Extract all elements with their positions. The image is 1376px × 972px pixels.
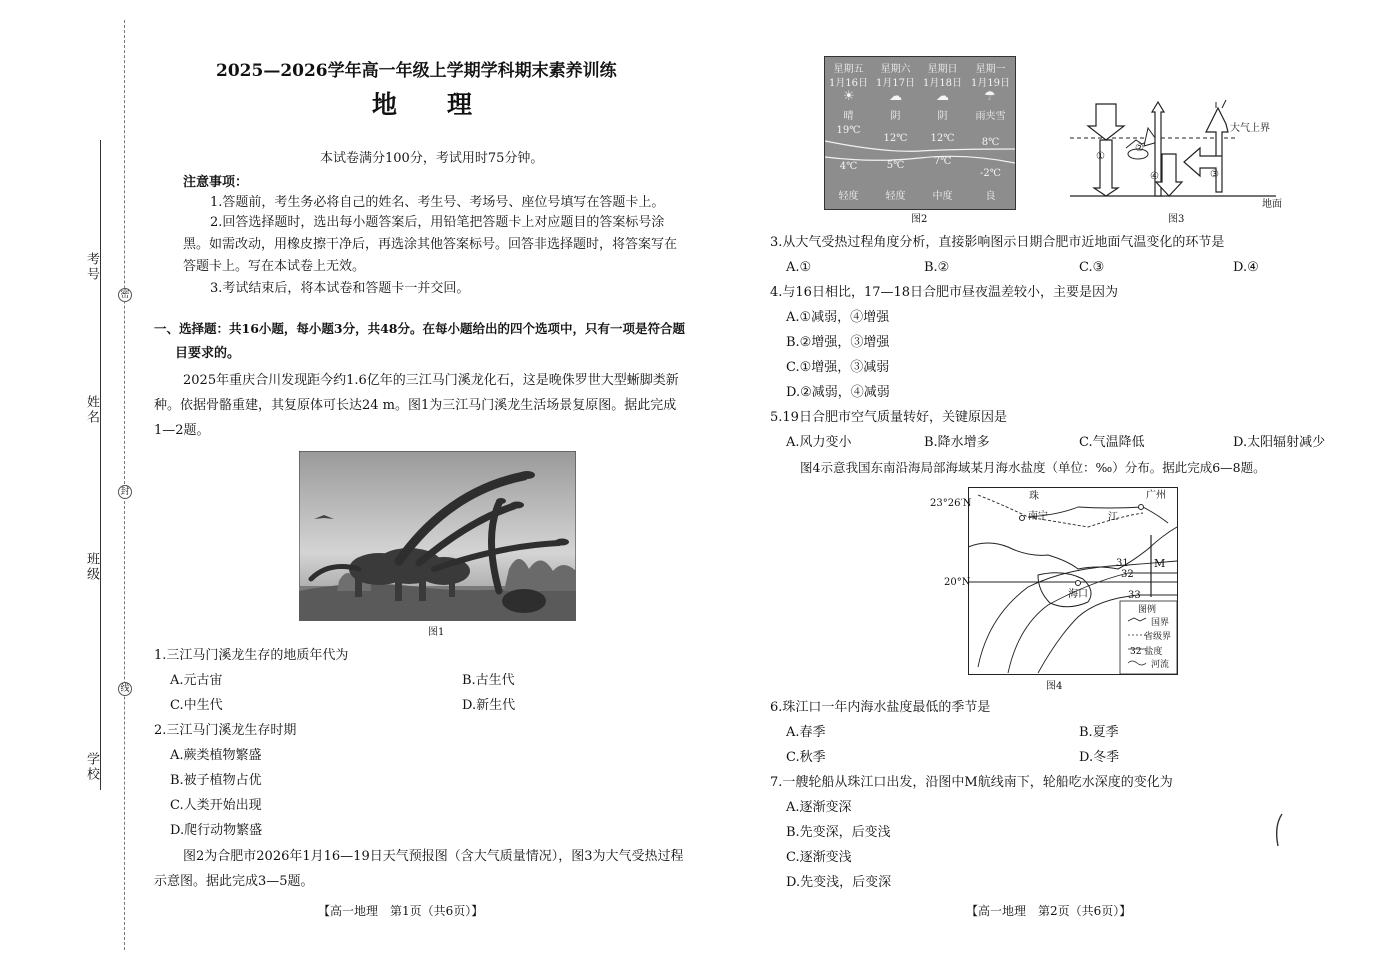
q6-option-a: A.春季 <box>786 725 826 740</box>
q5-stem: 5.19日合肥市空气质量转好，关键原因是 <box>770 410 1007 425</box>
section-heading-line-1: 一、选择题：共16小题，每小题3分，共48分。在每小题给出的四个选项中，只有一项是符合题 <box>154 321 685 336</box>
figure3-ground-label: 地面 <box>1262 199 1282 210</box>
figure2-weather-panel <box>824 56 1016 210</box>
lat-label-top: 23°26′N <box>930 498 972 509</box>
q7-option-c: C.逐渐变浅 <box>786 850 852 865</box>
sleet-icon: ☂ <box>984 89 996 104</box>
q1-option-b: B.古生代 <box>462 673 515 688</box>
footer-page-2: 【高一地理 第2页（共6页）】 <box>966 904 1132 918</box>
q5-option-c: C.气温降低 <box>1079 435 1145 450</box>
subject-title: 地 理 <box>372 90 473 119</box>
figure4-caption: 图4 <box>1046 681 1063 692</box>
city-label-haikou: 海口 <box>1068 589 1088 600</box>
low-temp: 7℃ <box>933 156 952 167</box>
city-label-nanning: 南宁 <box>1028 511 1048 522</box>
pen-mark <box>1268 812 1288 848</box>
city-label-guangzhou: 广州 <box>1146 490 1166 501</box>
q7-stem: 7.一艘轮船从珠江口出发，沿图中M航线南下，轮船吃水深度的变化为 <box>770 775 1173 790</box>
isoline-label-32: 32 <box>1121 569 1134 580</box>
notice-heading: 注意事项： <box>183 175 249 190</box>
field-label-name: 姓名 <box>84 395 99 425</box>
figure1-dinosaur-image <box>299 451 576 621</box>
air-quality: 中度 <box>932 191 953 202</box>
legend-item-province: 省级界 <box>1144 632 1172 642</box>
notice-line-2: 2.回答选择题时，选出每小题答案后，用铅笔把答题卡上对应题目的答案标号涂 <box>210 215 665 230</box>
legend-title: 图例 <box>1138 605 1157 615</box>
day-column-3 <box>919 57 966 209</box>
high-temp: 12℃ <box>883 133 908 144</box>
q1-option-d: D.新生代 <box>462 698 516 713</box>
q2-option-a: A.蕨类植物繁盛 <box>170 748 262 763</box>
q7-option-b: B.先变深，后变浅 <box>786 825 891 840</box>
q6-stem: 6.珠江口一年内海水盐度最低的季节是 <box>770 700 991 715</box>
q3-option-a: A.① <box>786 260 812 275</box>
figure2-caption: 图2 <box>911 214 928 225</box>
day-column-4 <box>966 57 1015 209</box>
cloud-icon: ☁ <box>889 89 902 104</box>
river-label-zhu: 珠 <box>1029 491 1039 502</box>
isoline-label-31: 31 <box>1116 558 1129 569</box>
figure3-marker-4: ④ <box>1150 171 1159 182</box>
q5-option-b: B.降水增多 <box>924 435 990 450</box>
weekday: 星期日 <box>927 64 958 75</box>
high-temp: 12℃ <box>930 133 955 144</box>
binding-margin <box>0 0 140 972</box>
air-quality: 轻度 <box>885 191 906 202</box>
intro-q3-5-line-2: 示意图。据此完成3—5题。 <box>154 874 314 889</box>
legend-item-salinity: 32 盐度 <box>1130 647 1163 657</box>
q2-option-c: C.人类开始出现 <box>170 798 262 813</box>
figure3-top-label: 大气上界 <box>1230 123 1270 134</box>
air-quality: 良 <box>985 191 996 202</box>
q3-stem: 3.从大气受热过程角度分析，直接影响图示日期合肥市近地面气温变化的环节是 <box>770 235 1225 250</box>
field-label-class: 班级 <box>84 552 99 582</box>
air-quality: 轻度 <box>838 191 859 202</box>
date: 1月18日 <box>922 78 963 89</box>
intro-q1-2-line-2: 种。依据骨骼重建，其复原体可长达24 m。图1为三江马门溪龙生活场景复原图。据此完成 <box>154 398 677 413</box>
notice-line-3: 黑。如需改动，用橡皮擦干净后，再选涂其他答案标号。回答非选择题时，将答案写在 <box>183 237 678 252</box>
q5-option-d: D.太阳辐射减少 <box>1233 435 1326 450</box>
q1-option-a: A.元古宙 <box>170 673 223 688</box>
weather: 阴 <box>937 111 948 122</box>
q1-option-c: C.中生代 <box>170 698 223 713</box>
weekday: 星期六 <box>880 64 911 75</box>
seal-char-mi: 密 <box>118 288 132 302</box>
q1-stem: 1.三江马门溪龙生存的地质年代为 <box>154 648 349 663</box>
route-label-m: M <box>1154 557 1166 570</box>
date: 1月16日 <box>828 78 869 89</box>
q4-option-b: B.②增强，③增强 <box>786 335 890 350</box>
lat-label-mid: 20°N <box>944 577 971 588</box>
q4-stem: 4.与16日相比，17—18日合肥市昼夜温差较小，主要是因为 <box>770 285 1119 300</box>
sun-icon: ☀ <box>843 89 855 104</box>
weekday: 星期五 <box>833 64 864 75</box>
footer-page-1: 【高一地理 第1页（共6页）】 <box>318 904 484 918</box>
notice-line-5: 3.考试结束后，将本试卷和答题卡一并交回。 <box>210 281 470 296</box>
q3-option-c: C.③ <box>1079 260 1105 275</box>
day-column-1 <box>825 57 872 209</box>
notice-line-4: 答题卡上。写在本试卷上无效。 <box>183 259 366 274</box>
weather: 雨夹雪 <box>975 111 1006 122</box>
exam-title: 2025—2026学年高一年级上学期学科期末素养训练 <box>216 61 617 81</box>
day-column-2 <box>872 57 919 209</box>
intro-q6-8: 图4示意我国东南沿海局部海域某月海水盐度（单位：‰）分布。据此完成6—8题。 <box>800 460 1266 475</box>
intro-q3-5-line-1: 图2为合肥市2026年1月16—19日天气预报图（含大气质量情况），图3为大气受热过程 <box>183 849 684 864</box>
notice-line-1: 1.答题前，考生务必将自己的姓名、考生号、考场号、座位号填写在答题卡上。 <box>210 195 665 210</box>
legend-item-river: 河流 <box>1151 660 1170 670</box>
section-heading-line-2: 目要求的。 <box>175 346 241 361</box>
q6-option-b: B.夏季 <box>1079 725 1119 740</box>
seal-char-feng: 封 <box>118 485 132 499</box>
figure1-caption: 图1 <box>428 627 445 638</box>
figure3-marker-2: ② <box>1135 143 1144 154</box>
q7-option-d: D.先变浅，后变深 <box>786 875 892 890</box>
score-info: 本试卷满分100分，考试用时75分钟。 <box>320 151 544 166</box>
margin-solid-line <box>100 140 101 790</box>
date: 1月19日 <box>970 78 1011 89</box>
legend-item-border: 国界 <box>1151 618 1170 628</box>
q4-option-c: C.①增强，③减弱 <box>786 360 890 375</box>
cloud-icon: ☁ <box>936 89 949 104</box>
q3-option-b: B.② <box>924 260 950 275</box>
weather: 晴 <box>843 111 854 122</box>
isoline-label-33: 33 <box>1128 590 1141 601</box>
river-label-jiang: 江 <box>1108 512 1118 523</box>
high-temp: 8℃ <box>981 137 1000 148</box>
figure3-marker-3: ③ <box>1210 169 1219 180</box>
figure3-caption: 图3 <box>1168 214 1185 225</box>
q6-option-c: C.秋季 <box>786 750 826 765</box>
q2-stem: 2.三江马门溪龙生存时期 <box>154 723 297 738</box>
weekday: 星期一 <box>975 64 1006 75</box>
q4-option-d: D.②减弱，④减弱 <box>786 385 890 400</box>
q5-option-a: A.风力变小 <box>786 435 852 450</box>
intro-q1-2-line-1: 2025年重庆合川发现距今约1.6亿年的三江马门溪龙化石，这是晚侏罗世大型蜥脚类新 <box>183 373 679 388</box>
q4-option-a: A.①减弱，④增强 <box>786 310 890 325</box>
field-label-exam-number: 考号 <box>84 252 99 282</box>
field-label-school: 学校 <box>84 752 99 782</box>
q7-option-a: A.逐渐变深 <box>786 800 852 815</box>
figure3-marker-1: ① <box>1096 151 1105 162</box>
weather: 阴 <box>890 111 901 122</box>
low-temp: 4℃ <box>839 161 858 172</box>
q2-option-d: D.爬行动物繁盛 <box>170 823 263 838</box>
q2-option-b: B.被子植物占优 <box>170 773 262 788</box>
low-temp: -2℃ <box>980 168 1001 179</box>
q6-option-d: D.冬季 <box>1079 750 1120 765</box>
q3-option-d: D.④ <box>1233 260 1259 275</box>
intro-q1-2-line-3: 1—2题。 <box>154 423 210 438</box>
date: 1月17日 <box>875 78 916 89</box>
low-temp: 5℃ <box>886 160 905 171</box>
seal-char-xian: 线 <box>118 682 132 696</box>
high-temp: 19℃ <box>836 125 861 136</box>
